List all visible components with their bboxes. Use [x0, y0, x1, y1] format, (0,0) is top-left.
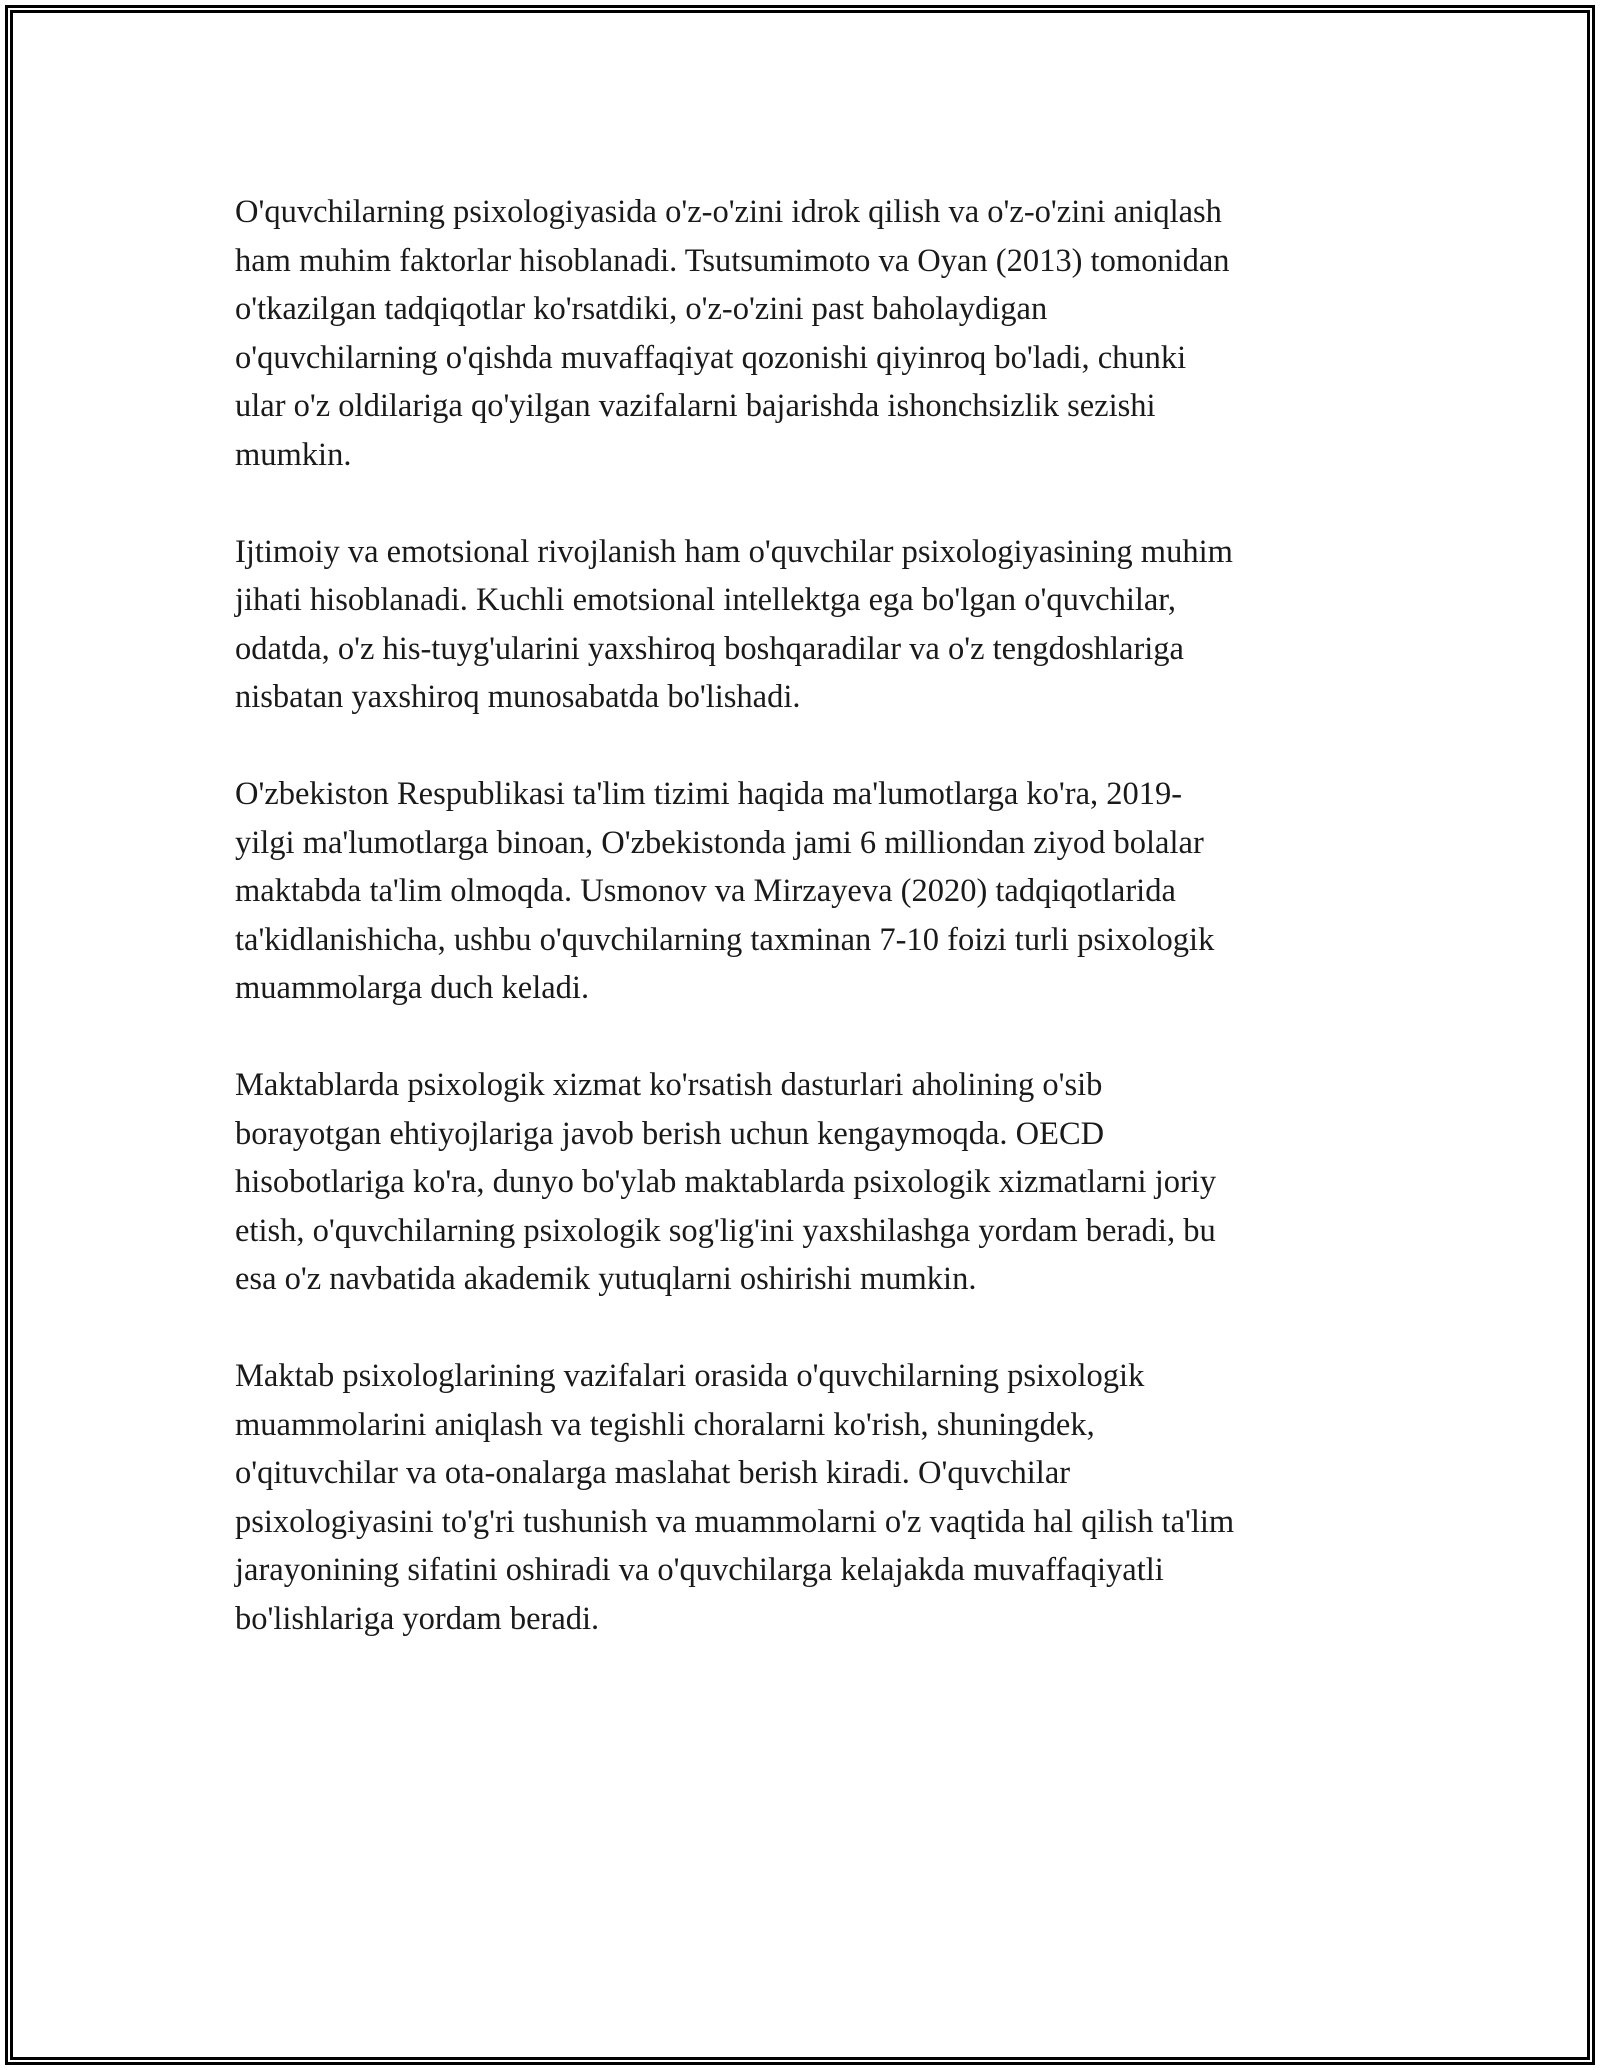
paragraph-4	[235, 1061, 1365, 1304]
paragraph-line: borayotgan ehtiyojlariga javob berish uchun kengaymoqda. OECD	[235, 1115, 1105, 1152]
paragraph-line: hisobotlariga ko'ra, dunyo bo'ylab maktablarda psixologik xizmatlarni joriy	[235, 1164, 1217, 1200]
paragraph-line: ham muhim faktorlar hisoblanadi. Tsutsumimoto va Oyan (2013) tomonidan	[235, 242, 1230, 279]
paragraph-line: o'quvchilarning o'qishda muvaffaqiyat qozonishi qiyinroq bo'ladi, chunki	[235, 339, 1187, 376]
paragraph-line: ta'kidlanishicha, ushbu o'quvchilarning taxminan 7-10 foizi turli psixologik	[235, 921, 1215, 958]
paragraph-line: esa o'z navbatida akademik yutuqlarni oshirishi mumkin.	[235, 1261, 977, 1297]
paragraph-line: nisbatan yaxshiroq munosabatda bo'lishadi.	[235, 679, 801, 715]
paragraph-line: Maktab psixologlarining vazifalari orasida o'quvchilarning psixologik	[235, 1358, 1145, 1394]
paragraph-5	[235, 1352, 1365, 1643]
paragraph-line: mumkin.	[235, 436, 352, 473]
paragraph-line: O'zbekiston Respublikasi ta'lim tizimi haqida ma'lumotlarga ko'ra, 2019-	[235, 776, 1183, 812]
paragraph-line: jihati hisoblanadi. Kuchli emotsional intellektga ega bo'lgan o'quvchilar,	[235, 582, 1176, 618]
paragraph-line: bo'lishlariga yordam beradi.	[235, 1600, 600, 1637]
paragraph-line: odatda, o'z his-tuyg'ularini yaxshiroq boshqaradilar va o'z tengdoshlariga	[235, 630, 1184, 667]
paragraph-line: O'quvchilarning psixologiyasida o'z-o'zini idrok qilish va o'z-o'zini aniqlash	[235, 194, 1222, 230]
paragraph-2	[235, 528, 1365, 722]
paragraph-1	[235, 188, 1365, 479]
paragraph-line: Ijtimoiy va emotsional rivojlanish ham o'quvchilar psixologiyasining muhim	[235, 533, 1233, 570]
paragraph-line: muammolarga duch keladi.	[235, 970, 590, 1006]
paragraph-line: maktabda ta'lim olmoqda. Usmonov va Mirzayeva (2020) tadqiqotlarida	[235, 873, 1176, 909]
document-body	[235, 188, 1365, 1643]
paragraph-3	[235, 770, 1365, 1013]
paragraph-line: Maktablarda psixologik xizmat ko'rsatish dasturlari aholining o'sib	[235, 1067, 1103, 1103]
paragraph-line: psixologiyasini to'g'ri tushunish va muammolarni o'z vaqtida hal qilish ta'lim	[235, 1503, 1235, 1540]
paragraph-line: yilgi ma'lumotlarga binoan, O'zbekistonda jami 6 milliondan ziyod bolalar	[235, 824, 1204, 861]
paragraph-line: o'qituvchilar va ota-onalarga maslahat berish kiradi. O'quvchilar	[235, 1455, 1071, 1491]
paragraph-line: etish, o'quvchilarning psixologik sog'lig'ini yaxshilashga yordam beradi, bu	[235, 1212, 1216, 1249]
paragraph-line: ular o'z oldilariga qo'yilgan vazifalarni bajarishda ishonchsizlik sezishi	[235, 388, 1156, 424]
paragraph-line: muammolarini aniqlash va tegishli choralarni ko'rish, shuningdek,	[235, 1406, 1095, 1443]
paragraph-line: jarayonining sifatini oshiradi va o'quvchilarga kelajakda muvaffaqiyatli	[235, 1552, 1164, 1588]
paragraph-line: o'tkazilgan tadqiqotlar ko'rsatdiki, o'z-o'zini past baholaydigan	[235, 291, 1048, 327]
